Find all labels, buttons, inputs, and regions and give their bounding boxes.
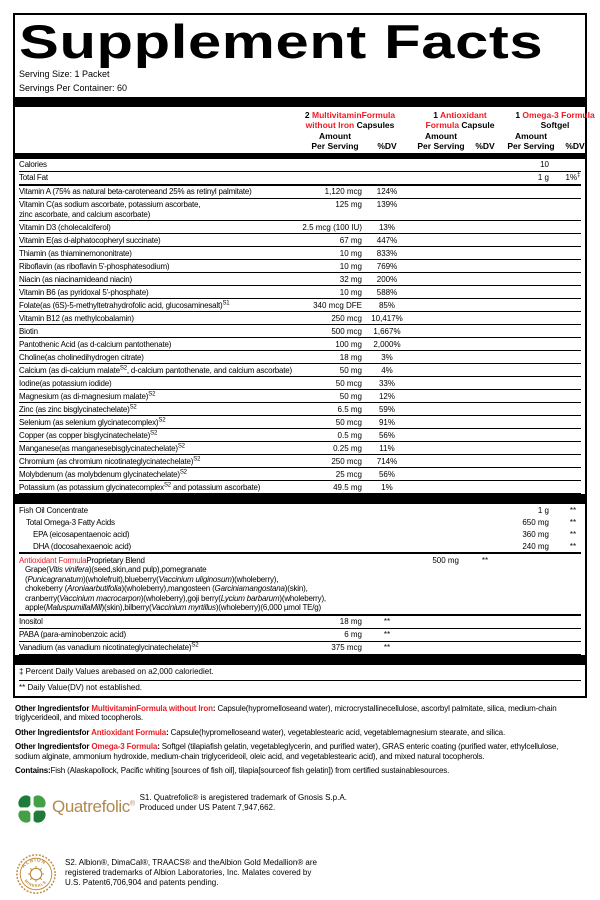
row-amount: 18 mg — [339, 617, 362, 627]
row-amount: 49.5 mg — [333, 482, 362, 492]
amount-per-serving-header-1: Amount Per Serving — [311, 130, 359, 151]
row-amount: 650 mg — [522, 517, 549, 527]
column-headers — [19, 107, 595, 153]
supplement-facts-panel — [13, 13, 595, 698]
row-label: Selenium (as selenium glycinatecomplex)$^{S2}$ — [19, 417, 166, 427]
table-row — [19, 234, 581, 247]
row-label: Total Fat — [19, 173, 48, 183]
row-daily-value: ** — [569, 505, 577, 515]
contains-statement: Contains:Fish (Alaskapollock, Pacific whiting [sources of fish oil], tilapia[sourceof fish gelatin]) from certified sustainablesources. — [15, 766, 450, 776]
row-label: Vitamin D3 (cholecalciferol) — [19, 222, 111, 232]
row-daily-value: ** — [569, 541, 577, 551]
row-label: Vitamin B12 (as methylcobalamin) — [19, 313, 134, 323]
row-daily-value: ** — [569, 517, 577, 527]
row-amount: 50 mcg — [335, 378, 362, 388]
column-header-antioxidant: 1 Antioxidant Formula Capsule — [425, 109, 495, 130]
row-label: Vanadium (as vanadium nicotinateglycinatechelate)$^{S2}$ — [19, 642, 199, 653]
row-amount: 50 mcg — [335, 417, 362, 427]
albion-medallion-icon — [15, 853, 57, 900]
blend-ingredient-line: Grape(Vitis vinifera)(seed,skin,and pulp),pomegranate — [25, 565, 207, 575]
row-daily-value: 56% — [378, 469, 395, 479]
table-row — [19, 629, 581, 642]
table-row — [19, 481, 581, 494]
daily-value-footnote-2: ** Daily Value(DV) not established. — [19, 683, 143, 693]
row-amount: 6.5 mg — [337, 404, 362, 414]
other-ingredients-multivitamin: Other Ingredientsfor MultivitaminFormula without Iron: Capsule(hypromelloseand water), microcrystallinecellulose, ascorbyl palmitate, silica, medium-chain triglycerideoil, and mixed tocopherols. — [15, 703, 557, 723]
row-daily-value: 2,000% — [373, 339, 401, 349]
svg-text:MINERALS: MINERALS — [23, 878, 48, 889]
row-label: Thiamin (as thiaminemononitrate) — [19, 248, 132, 258]
servings-per-container: Servings Per Container: 60 — [19, 82, 128, 93]
divider-bar-thick — [15, 655, 585, 665]
row-daily-value: 200% — [376, 274, 398, 284]
row-daily-value: 769% — [376, 261, 398, 271]
row-daily-value: 3% — [381, 352, 393, 362]
row-label: Copper (as copper bisglycinatechelate)$^{S2}$ — [19, 430, 158, 440]
other-ingredients-antioxidant: Other Ingredientsfor Antioxidant Formula: Capsule(hypromelloseand water), vegetablestearic acid, vegetablemagnesium stearate, and silica. — [15, 727, 506, 737]
row-amount: 6 mg — [344, 630, 362, 640]
row-label: Calories — [19, 160, 47, 170]
table-row — [19, 468, 581, 481]
quatrefolic-clover-icon — [15, 792, 49, 831]
column-header-multivitamin: 2 MultivitaminFormula without Iron Capsules — [304, 109, 396, 130]
serving-size: Serving Size: 1 Packet — [19, 68, 110, 79]
row-label: Biotin — [19, 326, 38, 336]
row-amount: 500 mg — [432, 555, 459, 565]
dv-header-2: %DV — [475, 140, 495, 151]
row-amount: 50 mg — [339, 365, 362, 375]
nutrient-table — [19, 159, 581, 665]
row-label: Manganese(as manganesebisglycinatechelate)$^{S2}$ — [19, 443, 185, 453]
row-daily-value: 13% — [378, 222, 395, 232]
row-label: Folate(as (6S)-5-methyltetrahydrofolic acid, glucosaminesalt)$^{S1}$ — [19, 300, 230, 310]
row-daily-value: 588% — [376, 287, 398, 297]
table-row — [19, 312, 581, 325]
table-row — [19, 429, 581, 442]
row-amount: 240 mg — [522, 541, 549, 551]
quatrefolic-wordmark: Quatrefolic® — [52, 796, 135, 816]
row-daily-value: 124% — [376, 187, 398, 197]
blend-ingredient-line: chokeberry (Aroniaarbutifolia)(wholeberry),mangosteen (Garciniamangostana)(skin), — [25, 584, 308, 594]
row-label: Total Omega-3 Fatty Acids — [26, 517, 115, 527]
table-row — [19, 616, 581, 629]
row-amount: 2.5 mcg (100 IU) — [302, 222, 362, 232]
table-row — [19, 325, 581, 338]
blend-ingredient-line: cranberry(Vaccinium macrocarpon)(wholeberry),goji berry(Lycium barbarum)(wholeberry), — [25, 593, 326, 603]
table-row — [19, 260, 581, 273]
row-daily-value: 447% — [376, 235, 398, 245]
row-amount: 375 mcg — [331, 643, 362, 653]
albion-trademark-note — [15, 853, 600, 900]
row-amount: 25 mcg — [335, 469, 362, 479]
row-daily-value: 714% — [376, 456, 398, 466]
quatrefolic-trademark-text: S1. Quatrefolic® is aregistered trademark of Gnosis S.p.A. Produced under US Patent 7,947,662. — [139, 792, 347, 812]
row-label: DHA (docosahexaenoic acid) — [33, 541, 131, 551]
row-amount: 10 mg — [339, 248, 362, 258]
row-amount: 125 mg — [335, 200, 362, 210]
amount-per-serving-header-3: Amount Per Serving — [507, 130, 555, 151]
table-row — [19, 403, 581, 416]
blend-ingredient-line: (Punicagranatum)(wholefruit),blueberry(Vaccinium uliginosum)(wholeberry), — [25, 574, 279, 584]
table-row — [19, 528, 581, 540]
row-amount: 50 mg — [339, 391, 362, 401]
table-row — [19, 247, 581, 260]
other-ingredients-notes — [15, 704, 585, 776]
table-row — [19, 416, 581, 429]
row-label: Fish Oil Concentrate — [19, 505, 88, 515]
row-label: Niacin (as niacinamideand niacin) — [19, 274, 133, 284]
row-daily-value: 59% — [378, 404, 395, 414]
dv-header-3: %DV — [565, 140, 585, 151]
row-daily-value: 56% — [378, 430, 395, 440]
row-label: Pantothenic Acid (as d-calcium pantothenate) — [19, 339, 172, 349]
dv-header-1: %DV — [377, 140, 397, 151]
row-label: Antioxidant FormulaProprietary Blend — [19, 555, 145, 565]
row-daily-value: 1%‡ — [565, 172, 581, 183]
table-row — [19, 540, 581, 554]
row-amount: 0.5 mg — [337, 430, 362, 440]
row-label: Calcium (as di-calcium malate$^{S2}$, d-calcium pantothenate, and calcium ascorbate) — [19, 365, 293, 375]
table-row — [19, 172, 581, 186]
table-row — [19, 554, 581, 616]
row-daily-value: 139% — [376, 200, 398, 210]
panel-title: Supplement Facts — [19, 15, 544, 68]
quatrefolic-trademark-note — [15, 792, 600, 831]
row-label: Inositol — [19, 617, 43, 627]
table-row — [19, 455, 581, 468]
table-row — [19, 442, 581, 455]
row-amount: 32 mg — [339, 274, 362, 284]
daily-value-footnote-1: ‡ Percent Daily Values arebased on a2,000 caloriediet. — [19, 665, 581, 681]
table-row — [19, 338, 581, 351]
row-daily-value: ** — [481, 555, 489, 565]
table-row — [19, 273, 581, 286]
row-label: Magnesium (as di-magnesium malate)$^{S2}$ — [19, 391, 156, 401]
row-amount: 340 mcg DFE — [313, 300, 362, 310]
row-daily-value: ** — [383, 630, 391, 640]
table-row — [19, 351, 581, 364]
row-label: PABA (para-aminobenzoic acid) — [19, 630, 126, 640]
row-daily-value: 833% — [376, 248, 398, 258]
row-label: Chromium (as chromium nicotinateglycinatechelate)$^{S2}$ — [19, 456, 201, 466]
row-label: EPA (eicosapentaenoic acid) — [33, 529, 130, 539]
row-label: Vitamin C(as sodium ascorbate, potassium ascorbate, zinc ascorbate, and calcium ascorbate) — [19, 200, 201, 219]
table-row — [19, 390, 581, 403]
other-ingredients-omega3: Other Ingredientsfor Omega-3 Formula: Softgel (tilapiafish gelatin, vegetableglycerin, and purified water), GRAS enteric coating (purified water, ethylcellulose, sodium alginate, ammonium hydroxide, medium-chain triglycerideoil, oleic acid, and vegetablestearic acid), and mixed natural tocopherols. — [15, 742, 559, 761]
row-daily-value: 85% — [378, 300, 395, 310]
row-amount: 10 mg — [339, 287, 362, 297]
row-daily-value: 4% — [381, 365, 393, 375]
row-label: Choline(as cholinedihydrogen citrate) — [19, 352, 144, 362]
row-daily-value: 1% — [381, 482, 393, 492]
amount-per-serving-header-2: Amount Per Serving — [417, 130, 465, 151]
row-daily-value: 11% — [379, 443, 395, 453]
row-daily-value: 12% — [378, 391, 395, 401]
row-amount: 1,120 mcg — [324, 187, 362, 197]
divider-bar-thick — [15, 97, 585, 107]
table-row — [19, 286, 581, 299]
divider-bar-thick — [15, 494, 585, 504]
row-amount: 18 mg — [339, 352, 362, 362]
row-amount: 250 mcg — [331, 456, 362, 466]
table-row — [19, 159, 581, 172]
row-daily-value: ** — [569, 529, 577, 539]
row-amount: 0.25 mg — [333, 443, 362, 453]
supplement-label-page — [0, 13, 600, 889]
row-daily-value: 33% — [378, 378, 395, 388]
table-row — [19, 642, 581, 655]
table-row — [19, 377, 581, 390]
row-label: Zinc (as zinc bisglycinatechelate)$^{S2}$ — [19, 404, 137, 414]
row-daily-value: 10,417% — [371, 313, 403, 323]
row-label: Vitamin A (75% as natural beta-caroteneand 25% as retinyl palmitate) — [19, 187, 252, 197]
table-row — [19, 516, 581, 528]
row-daily-value: 91% — [378, 417, 395, 427]
row-amount: 1 g — [537, 173, 549, 183]
row-daily-value: 1,667% — [373, 326, 401, 336]
column-header-omega3: 1 Omega-3 Formula Softgel — [515, 109, 595, 130]
row-amount: 250 mcg — [331, 313, 362, 323]
row-daily-value: ** — [383, 617, 391, 627]
row-label: Vitamin B6 (as pyridoxal 5'-phosphate) — [19, 287, 149, 297]
table-row — [19, 199, 581, 222]
row-amount: 360 mg — [522, 529, 549, 539]
row-daily-value: ** — [383, 643, 391, 653]
row-label: Riboflavin (as riboflavin 5'-phosphatesodium) — [19, 261, 170, 271]
albion-trademark-text: S2. Albion®, DimaCal®, TRAACS® and theAlbion Gold Medallion® are registered trademarks of Albion Laboratories, Inc. Malates covered by U.S. Patent6,706,904 and patents pending. — [65, 857, 317, 887]
table-row — [19, 221, 581, 234]
row-label: Iodine(as potassium iodide) — [19, 378, 112, 388]
table-row — [19, 186, 581, 199]
svg-text:ALBION: ALBION — [21, 858, 47, 870]
table-row — [19, 504, 581, 516]
row-amount: 10 — [540, 160, 549, 170]
row-label: Vitamin E(as d-alphatocopheryl succinate) — [19, 235, 161, 245]
row-amount: 100 mg — [335, 339, 362, 349]
row-amount: 67 mg — [339, 235, 362, 245]
row-label: Potassium (as potassium glycinatecomplex$^{S2}$ and potassium ascorbate) — [19, 482, 261, 492]
row-amount: 1 g — [537, 505, 549, 515]
table-row — [19, 364, 581, 377]
row-amount: 10 mg — [339, 261, 362, 271]
table-row — [19, 299, 581, 312]
row-amount: 500 mcg — [331, 326, 362, 336]
blend-ingredient-line: apple(MaluspumillaMill)(skin),bilberry(Vaccinium myrtillus)(wholeberry)(6,000 µmol TE/g) — [25, 603, 322, 613]
row-label: Molybdenum (as molybdenum glycinatechelate)$^{S2}$ — [19, 469, 187, 479]
